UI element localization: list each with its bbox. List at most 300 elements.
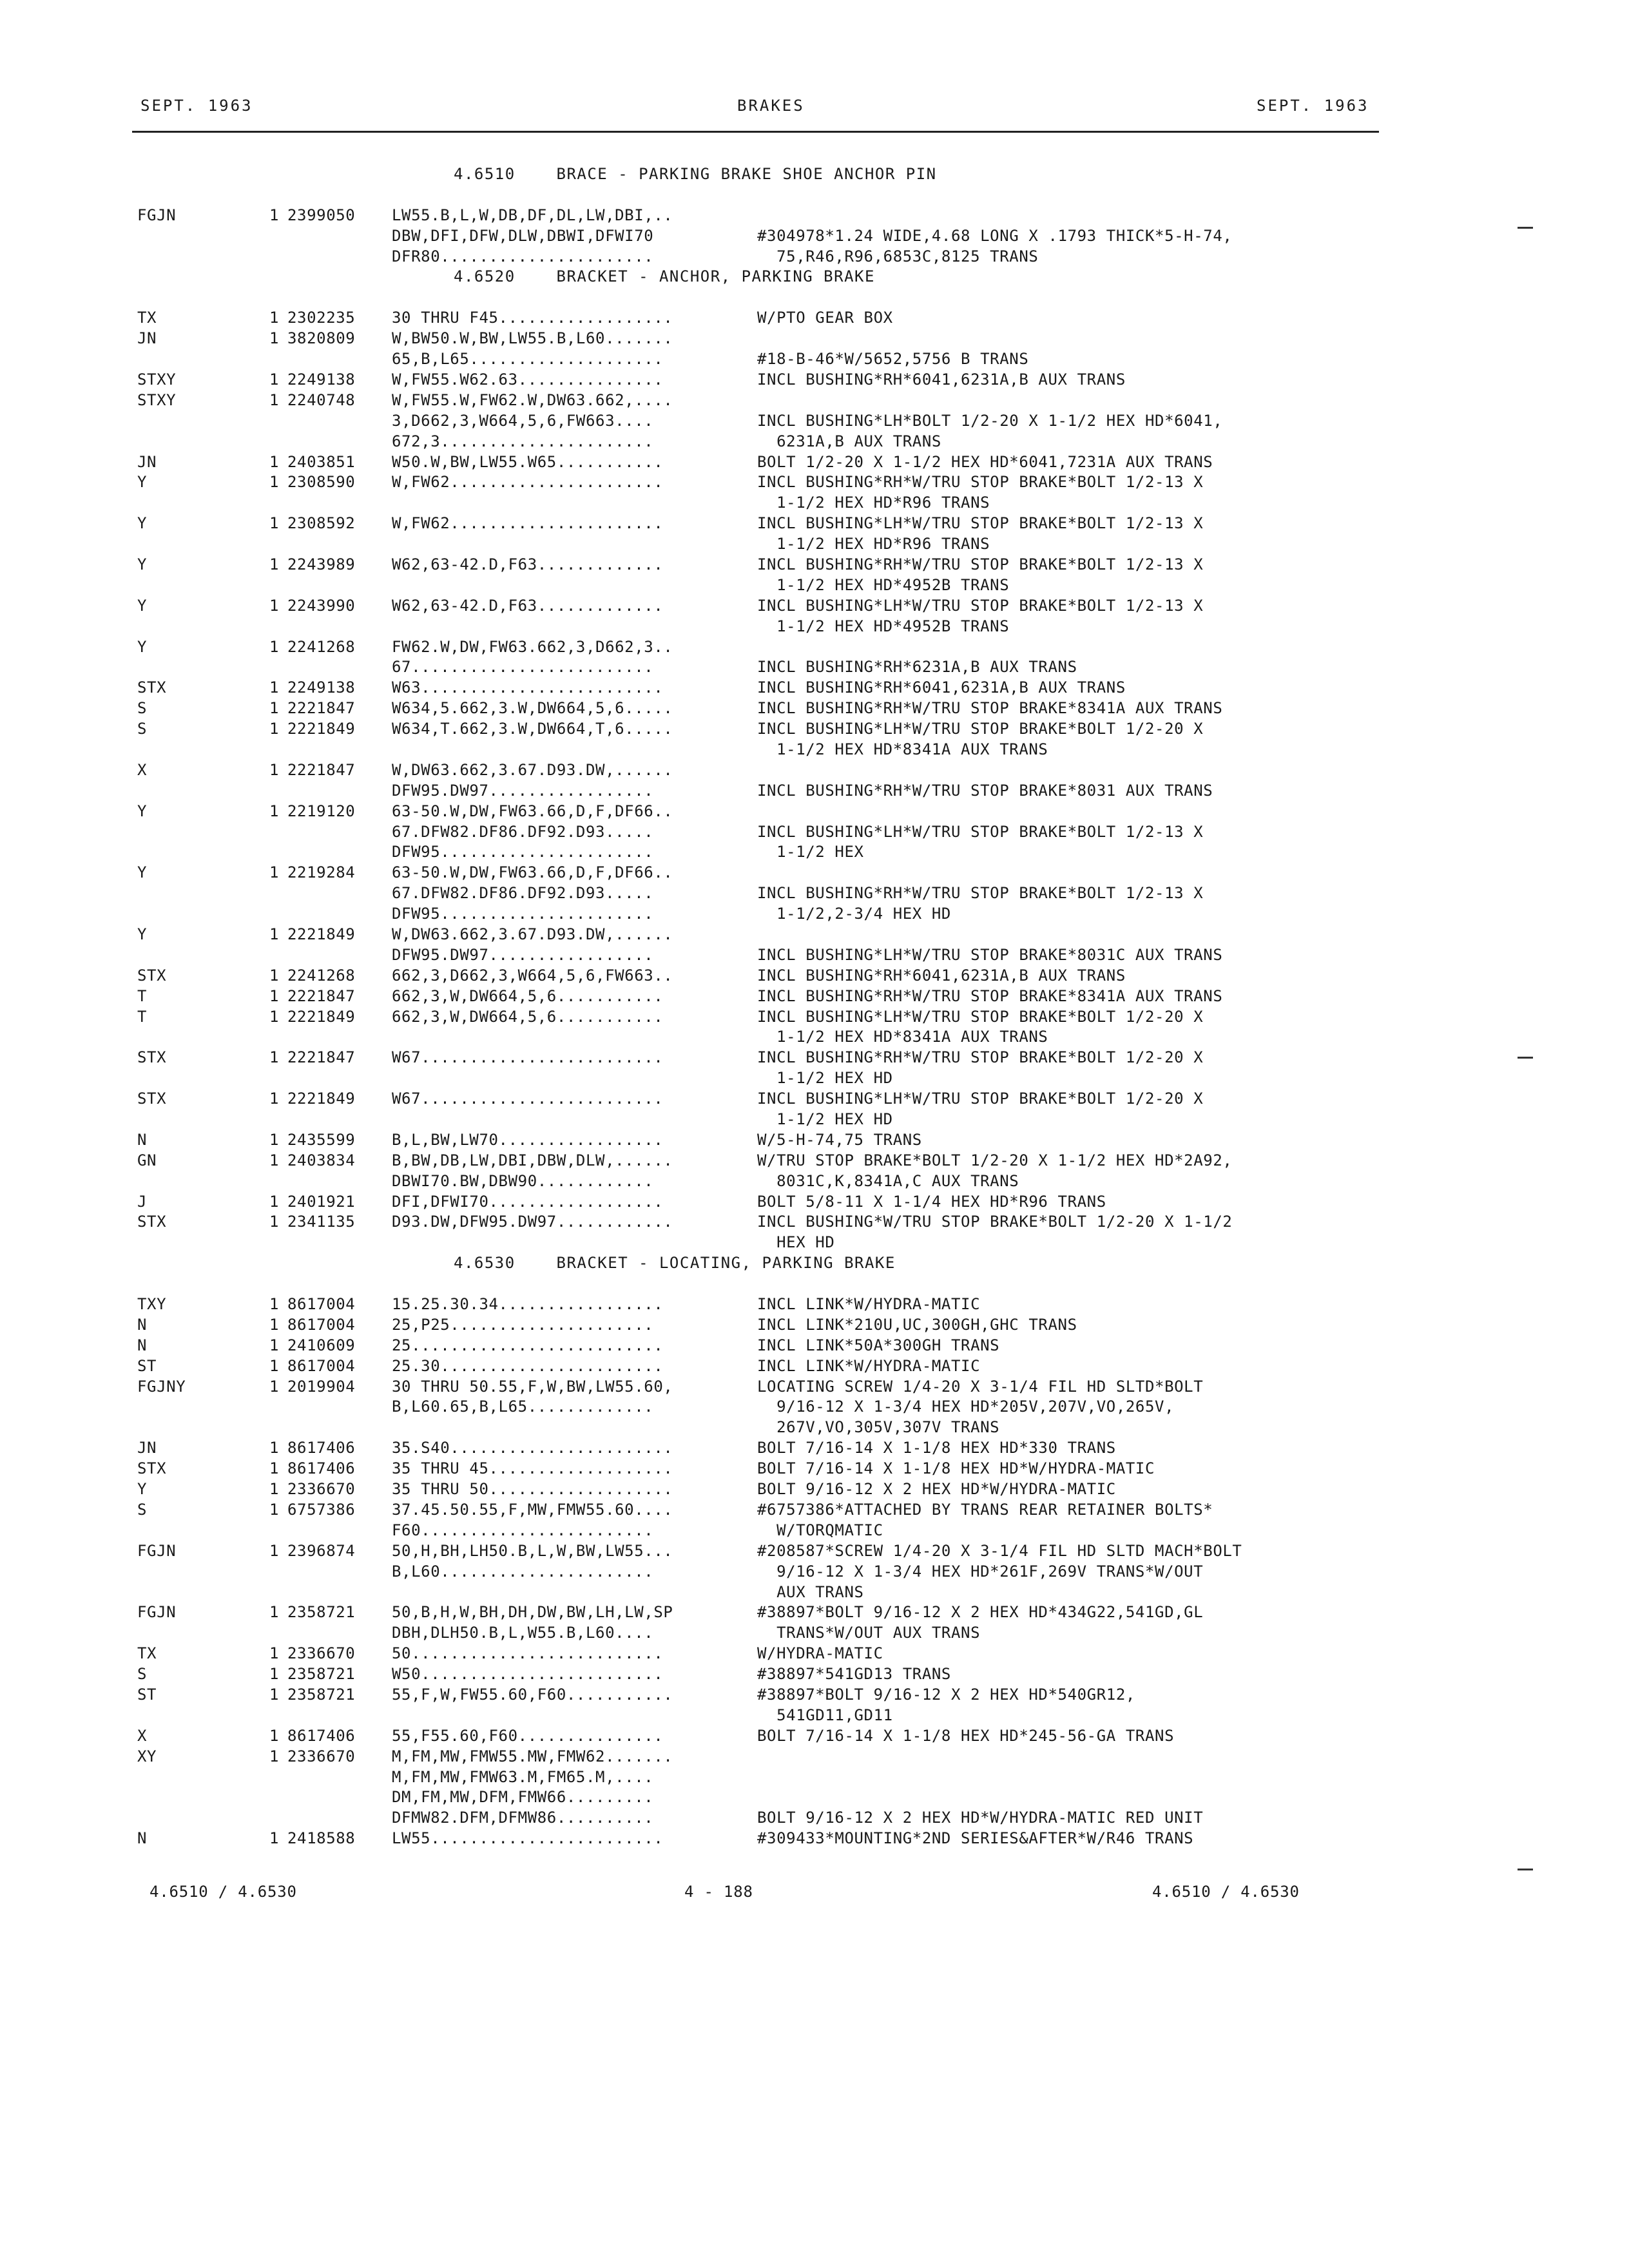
table-row: [0, 1151, 1629, 1171]
model-list: B,L,BW,LW70.................: [392, 1130, 664, 1149]
model-code: Y: [137, 925, 148, 943]
part-number: 2302235: [287, 309, 356, 327]
part-number: 2221849: [287, 1090, 356, 1108]
quantity: 1: [269, 1356, 280, 1375]
table-row: [0, 986, 1629, 1007]
model-list: F60........................: [392, 1521, 654, 1539]
description: INCL BUSHING*LH*W/TRU STOP BRAKE*BOLT 1/2-13 X: [757, 596, 1204, 615]
model-list: DFW95.DW97.................: [392, 781, 654, 800]
part-number: 8617406: [287, 1459, 356, 1478]
table-row: [0, 842, 1629, 863]
quantity: 1: [269, 1151, 280, 1169]
model-list: 3,D662,3,W664,5,6,FW663....: [392, 411, 654, 430]
quantity: 1: [269, 986, 280, 1005]
table-row: [0, 1171, 1629, 1192]
description: INCL BUSHING*RH*W/TRU STOP BRAKE*BOLT 1/2-13 X: [757, 884, 1204, 903]
model-list: 55,F,W,FW55.60,F60...........: [392, 1685, 673, 1704]
part-number: 2240748: [287, 390, 356, 409]
description: #6757386*ATTACHED BY TRANS REAR RETAINER BOLTS*: [757, 1500, 1213, 1519]
model-code: Y: [137, 555, 148, 573]
quantity: 1: [269, 1829, 280, 1848]
quantity: 1: [269, 1007, 280, 1026]
model-code: STXY: [137, 370, 177, 389]
model-code: TXY: [137, 1295, 167, 1314]
description: BOLT 5/8-11 X 1-1/4 HEX HD*R96 TRANS: [757, 1192, 1106, 1211]
model-list: DBWI70.BW,DBW90............: [392, 1171, 654, 1190]
quantity: 1: [269, 555, 280, 573]
model-code: Y: [137, 1480, 148, 1499]
table-row: [0, 1726, 1629, 1747]
part-number: 2336670: [287, 1480, 356, 1499]
description: INCL BUSHING*LH*W/TRU STOP BRAKE*BOLT 1/2-20 X: [757, 720, 1204, 738]
description: INCL BUSHING*RH*6041,6231A,B AUX TRANS: [757, 966, 1126, 985]
model-code: JN: [137, 329, 157, 348]
description: INCL BUSHING*RH*6041,6231A,B AUX TRANS: [757, 370, 1126, 389]
description: W/TORQMATIC: [757, 1521, 883, 1539]
description: 1-1/2 HEX HD*R96 TRANS: [757, 535, 990, 553]
description: 1-1/2 HEX HD: [757, 1069, 893, 1088]
model-list: 67.DFW82.DF86.DF92.D93.....: [392, 884, 654, 903]
part-number: 2336670: [287, 1747, 356, 1765]
description: 8031C,K,8341A,C AUX TRANS: [757, 1171, 1019, 1190]
header-date-right: SEPT. 1963: [1257, 97, 1369, 115]
footer-section-range-right: 4.6510 / 4.6530: [1152, 1883, 1300, 1901]
table-row: [0, 1418, 1629, 1438]
model-code: STXY: [137, 390, 177, 409]
part-number: 8617004: [287, 1295, 356, 1314]
table-row: [0, 308, 1629, 329]
description: #38897*BOLT 9/16-12 X 2 HEX HD*540GR12,: [757, 1685, 1135, 1704]
table-row: [0, 1706, 1629, 1726]
quantity: 1: [269, 1090, 280, 1108]
description: 9/16-12 X 1-3/4 HEX HD*261F,269V TRANS*W/OUT: [757, 1562, 1204, 1581]
part-number: 2403851: [287, 452, 356, 471]
section-heading-row: [0, 1253, 1629, 1294]
table-row: [0, 1068, 1629, 1089]
model-list: W,FW55.W62.63...............: [392, 370, 664, 389]
model-list: W50.W,BW,LW55.W65...........: [392, 452, 664, 471]
model-code: STX: [137, 1048, 167, 1067]
part-number: 8617406: [287, 1439, 356, 1457]
description: 6231A,B AUX TRANS: [757, 432, 941, 450]
model-list: 662,3,D662,3,W664,5,6,FW663..: [392, 966, 673, 985]
model-list: 662,3,W,DW664,5,6...........: [392, 1007, 664, 1026]
model-list: W,DW63.662,3.67.D93.DW,......: [392, 760, 673, 779]
table-row: [0, 1562, 1629, 1582]
table-row: [0, 904, 1629, 925]
table-row: [0, 1521, 1629, 1541]
part-number: 2403834: [287, 1151, 356, 1169]
model-code: T: [137, 1007, 148, 1026]
description: INCL BUSHING*LH*W/TRU STOP BRAKE*BOLT 1/2-20 X: [757, 1090, 1204, 1108]
table-row: [0, 1459, 1629, 1479]
table-row: [0, 1130, 1629, 1151]
description: INCL BUSHING*RH*W/TRU STOP BRAKE*BOLT 1/2-13 X: [757, 473, 1204, 492]
quantity: 1: [269, 1480, 280, 1499]
table-row: [0, 452, 1629, 473]
model-code: S: [137, 699, 148, 718]
model-list: 50,H,BH,LH50.B,L,W,BW,LW55...: [392, 1541, 673, 1560]
model-code: STX: [137, 966, 167, 985]
part-number: 2399050: [287, 206, 356, 224]
quantity: 1: [269, 1685, 280, 1704]
description: BOLT 1/2-20 X 1-1/2 HEX HD*6041,7231A AUX TRANS: [757, 452, 1213, 471]
model-list: LW55.B,L,W,DB,DF,DL,LW,DBI,..: [392, 206, 673, 224]
footer-page-number: 4 - 188: [684, 1883, 753, 1901]
description: BOLT 7/16-14 X 1-1/8 HEX HD*330 TRANS: [757, 1439, 1116, 1457]
table-row: [0, 863, 1629, 883]
part-number: 2249138: [287, 678, 356, 697]
part-number: 2241268: [287, 966, 356, 985]
model-list: W,BW50.W,BW,LW55.B,L60.......: [392, 329, 673, 348]
description: 9/16-12 X 1-3/4 HEX HD*205V,207V,VO,265V,: [757, 1398, 1175, 1416]
table-row: [0, 637, 1629, 658]
part-number: 2221849: [287, 1007, 356, 1026]
section-title: 4.6510 BRACE - PARKING BRAKE SHOE ANCHOR PIN: [454, 165, 937, 183]
quantity: 1: [269, 637, 280, 656]
description: 75,R46,R96,6853C,8125 TRANS: [757, 247, 1039, 265]
model-list: W50.........................: [392, 1665, 664, 1684]
quantity: 1: [269, 596, 280, 615]
model-list: DFR80......................: [392, 247, 654, 265]
description: INCL LINK*50A*300GH TRANS: [757, 1336, 1000, 1354]
table-row: [0, 698, 1629, 719]
model-code: GN: [137, 1151, 157, 1169]
description: #304978*1.24 WIDE,4.68 LONG X .1793 THICK*5-H-74,: [757, 226, 1233, 245]
description: INCL BUSHING*LH*W/TRU STOP BRAKE*BOLT 1/2-20 X: [757, 1007, 1204, 1026]
model-list: W,FW62......................: [392, 514, 664, 533]
quantity: 1: [269, 699, 280, 718]
section-title: 4.6520 BRACKET - ANCHOR, PARKING BRAKE: [454, 267, 875, 286]
description: W/HYDRA-MATIC: [757, 1644, 883, 1663]
model-code: FGJN: [137, 206, 177, 224]
model-code: STX: [137, 1213, 167, 1231]
description: HEX HD: [757, 1233, 835, 1252]
table-row: [0, 1192, 1629, 1213]
model-list: B,L60......................: [392, 1562, 654, 1581]
model-code: N: [137, 1315, 148, 1334]
model-list: W634,T.662,3.W,DW664,T,6.....: [392, 720, 673, 738]
part-number: 8617406: [287, 1726, 356, 1745]
table-row: [0, 678, 1629, 698]
table-row: [0, 1336, 1629, 1356]
description: W/TRU STOP BRAKE*BOLT 1/2-20 X 1-1/2 HEX HD*2A92,: [757, 1151, 1233, 1169]
table-row: [0, 329, 1629, 349]
quantity: 1: [269, 1747, 280, 1765]
table-row: [0, 206, 1629, 226]
section-heading-row: [0, 267, 1629, 308]
part-number: 2401921: [287, 1192, 356, 1211]
model-list: 55,F55.60,F60...............: [392, 1726, 664, 1745]
quantity: 1: [269, 1192, 280, 1211]
table-row: [0, 1602, 1629, 1623]
description: 1-1/2 HEX HD*8341A AUX TRANS: [757, 740, 1048, 758]
header-date-left: SEPT. 1963: [140, 97, 253, 115]
model-list: 30 THRU F45..................: [392, 309, 673, 327]
description: AUX TRANS: [757, 1582, 864, 1601]
footer-section-range-left: 4.6510 / 4.6530: [149, 1883, 297, 1901]
table-row: [0, 1397, 1629, 1418]
model-code: Y: [137, 596, 148, 615]
table-row: [0, 534, 1629, 555]
table-row: [0, 1233, 1629, 1253]
part-number: 2249138: [287, 370, 356, 389]
table-row: [0, 1644, 1629, 1664]
model-list: M,FM,MW,FMW55.MW,FMW62.......: [392, 1747, 673, 1765]
part-number: 2410609: [287, 1336, 356, 1354]
table-row: [0, 596, 1629, 617]
table-row: [0, 1438, 1629, 1459]
table-row: [0, 781, 1629, 802]
table-row: [0, 349, 1629, 370]
description: #18-B-46*W/5652,5756 B TRANS: [757, 350, 1029, 369]
description: INCL BUSHING*LH*W/TRU STOP BRAKE*8031C AUX TRANS: [757, 945, 1223, 964]
part-number: 2308592: [287, 514, 356, 533]
table-row: [0, 390, 1629, 411]
model-list: 30 THRU 50.55,F,W,BW,LW55.60,: [392, 1377, 673, 1396]
table-row: [0, 1027, 1629, 1048]
table-row: [0, 472, 1629, 493]
model-list: 63-50.W,DW,FW63.66,D,F,DF66..: [392, 863, 673, 882]
quantity: 1: [269, 1439, 280, 1457]
description: BOLT 7/16-14 X 1-1/8 HEX HD*W/HYDRA-MATIC: [757, 1459, 1155, 1478]
description: 1-1/2,2-3/4 HEX HD: [757, 905, 951, 923]
header-title: BRAKES: [737, 97, 805, 115]
header-rule: [132, 131, 1379, 133]
table-row: [0, 1212, 1629, 1233]
description: #208587*SCREW 1/4-20 X 3-1/4 FIL HD SLTD MACH*BOLT: [757, 1541, 1242, 1560]
description: INCL BUSHING*RH*W/TRU STOP BRAKE*BOLT 1/2-20 X: [757, 1048, 1204, 1067]
table-row: [0, 575, 1629, 596]
part-number: 2221847: [287, 760, 356, 779]
table-row: [0, 802, 1629, 822]
margin-mark: [1518, 1057, 1533, 1059]
quantity: 1: [269, 1295, 280, 1314]
part-number: 2336670: [287, 1644, 356, 1663]
part-number: 2221849: [287, 925, 356, 943]
description: BOLT 9/16-12 X 2 HEX HD*W/HYDRA-MATIC RED UNIT: [757, 1809, 1204, 1827]
description: INCL BUSHING*LH*W/TRU STOP BRAKE*BOLT 1/2-13 X: [757, 822, 1204, 841]
model-list: LW55........................: [392, 1829, 664, 1848]
model-list: W67.........................: [392, 1090, 664, 1108]
model-list: 37.45.50.55,F,MW,FMW55.60....: [392, 1500, 673, 1519]
model-list: B,BW,DB,LW,DBI,DBW,DLW,......: [392, 1151, 673, 1169]
model-code: STX: [137, 1090, 167, 1108]
model-list: DFW95......................: [392, 843, 654, 861]
quantity: 1: [269, 1315, 280, 1334]
model-code: FGJN: [137, 1541, 177, 1560]
part-number: 2435599: [287, 1130, 356, 1149]
table-row: [0, 1582, 1629, 1603]
description: INCL BUSHING*LH*W/TRU STOP BRAKE*BOLT 1/2-13 X: [757, 514, 1204, 533]
part-number: 2019904: [287, 1377, 356, 1396]
table-row: [0, 1294, 1629, 1315]
model-code: TX: [137, 309, 157, 327]
model-list: DBW,DFI,DFW,DLW,DBWI,DFWI70: [392, 226, 654, 245]
model-code: STX: [137, 1459, 167, 1478]
part-number: 2396874: [287, 1541, 356, 1560]
table-row: [0, 760, 1629, 781]
table-row: [0, 1377, 1629, 1398]
model-list: W,FW55.W,FW62.W,DW63.662,....: [392, 390, 673, 409]
margin-mark: [1518, 227, 1533, 229]
model-list: 63-50.W,DW,FW63.66,D,F,DF66..: [392, 802, 673, 820]
model-list: W62,63-42.D,F63.............: [392, 596, 664, 615]
model-list: M,FM,MW,FMW63.M,FM65.M,....: [392, 1767, 654, 1786]
quantity: 1: [269, 370, 280, 389]
description: W/5-H-74,75 TRANS: [757, 1130, 922, 1149]
quantity: 1: [269, 390, 280, 409]
quantity: 1: [269, 1603, 280, 1622]
part-number: 2358721: [287, 1603, 356, 1622]
part-number: 2221847: [287, 1048, 356, 1067]
model-code: S: [137, 1665, 148, 1684]
description: #309433*MOUNTING*2ND SERIES&AFTER*W/R46 TRANS: [757, 1829, 1194, 1848]
model-list: DFW95......................: [392, 905, 654, 923]
table-row: [0, 226, 1629, 247]
table-row: [0, 1623, 1629, 1644]
table-row: [0, 822, 1629, 843]
table-row: [0, 1500, 1629, 1521]
table-row: [0, 1808, 1629, 1829]
model-code: ST: [137, 1356, 157, 1375]
model-code: N: [137, 1829, 148, 1848]
quantity: 1: [269, 678, 280, 697]
model-code: N: [137, 1336, 148, 1354]
table-row: [0, 1664, 1629, 1685]
model-code: J: [137, 1192, 148, 1211]
model-code: Y: [137, 863, 148, 882]
table-row: [0, 883, 1629, 904]
description: INCL LINK*W/HYDRA-MATIC: [757, 1295, 981, 1314]
table-row: [0, 1787, 1629, 1808]
model-list: DFW95.DW97.................: [392, 945, 654, 964]
quantity: 1: [269, 206, 280, 224]
description: INCL BUSHING*RH*W/TRU STOP BRAKE*8031 AUX TRANS: [757, 781, 1213, 800]
model-code: ST: [137, 1685, 157, 1704]
model-code: FGJN: [137, 1603, 177, 1622]
model-code: X: [137, 760, 148, 779]
model-list: 35 THRU 50...................: [392, 1480, 673, 1499]
quantity: 1: [269, 514, 280, 533]
table-row: [0, 719, 1629, 740]
description: 1-1/2 HEX HD*8341A AUX TRANS: [757, 1028, 1048, 1046]
quantity: 1: [269, 802, 280, 820]
model-list: 672,3......................: [392, 432, 654, 450]
description: INCL BUSHING*RH*6041,6231A,B AUX TRANS: [757, 678, 1126, 697]
description: TRANS*W/OUT AUX TRANS: [757, 1624, 981, 1642]
description: INCL BUSHING*LH*BOLT 1/2-20 X 1-1/2 HEX HD*6041,: [757, 411, 1223, 430]
quantity: 1: [269, 452, 280, 471]
model-list: DM,FM,MW,DFM,FMW66.........: [392, 1788, 654, 1807]
quantity: 1: [269, 1377, 280, 1396]
quantity: 1: [269, 863, 280, 882]
description: INCL BUSHING*RH*W/TRU STOP BRAKE*8341A AUX TRANS: [757, 699, 1223, 718]
model-list: W634,5.662,3.W,DW664,5,6.....: [392, 699, 673, 718]
table-row: [0, 493, 1629, 514]
model-list: 25,P25.....................: [392, 1315, 654, 1334]
part-number: 2221849: [287, 720, 356, 738]
table-row: [0, 657, 1629, 678]
part-number: 2243990: [287, 596, 356, 615]
quantity: 1: [269, 1726, 280, 1745]
part-number: 6757386: [287, 1500, 356, 1519]
model-code: Y: [137, 802, 148, 820]
section-title: 4.6530 BRACKET - LOCATING, PARKING BRAKE: [454, 1254, 896, 1273]
part-number: 2358721: [287, 1685, 356, 1704]
model-list: 50,B,H,W,BH,DH,DW,BW,LH,LW,SP: [392, 1603, 673, 1622]
model-list: 67.DFW82.DF86.DF92.D93.....: [392, 822, 654, 841]
description: 1-1/2 HEX HD*4952B TRANS: [757, 575, 1010, 594]
part-number: 2341135: [287, 1213, 356, 1231]
quantity: 1: [269, 925, 280, 943]
model-list: W67.........................: [392, 1048, 664, 1067]
model-code: T: [137, 986, 148, 1005]
model-code: JN: [137, 452, 157, 471]
table-row: [0, 432, 1629, 452]
part-number: 2219284: [287, 863, 356, 882]
quantity: 1: [269, 329, 280, 348]
part-number: 3820809: [287, 329, 356, 348]
table-row: [0, 555, 1629, 575]
description: INCL BUSHING*RH*W/TRU STOP BRAKE*8341A AUX TRANS: [757, 986, 1223, 1005]
table-row: [0, 411, 1629, 432]
model-list: W,FW62......................: [392, 473, 664, 492]
part-number: 2418588: [287, 1829, 356, 1848]
description: BOLT 9/16-12 X 2 HEX HD*W/HYDRA-MATIC: [757, 1480, 1116, 1499]
margin-mark: [1518, 1869, 1533, 1870]
table-row: [0, 945, 1629, 966]
quantity: 1: [269, 1665, 280, 1684]
table-row: [0, 1747, 1629, 1767]
model-list: FW62.W,DW,FW63.662,3,D662,3..: [392, 637, 673, 656]
model-list: 50..........................: [392, 1644, 664, 1663]
model-code: S: [137, 720, 148, 738]
part-number: 2221847: [287, 986, 356, 1005]
part-number: 2241268: [287, 637, 356, 656]
part-number: 8617004: [287, 1315, 356, 1334]
quantity: 1: [269, 1213, 280, 1231]
part-number: 8617004: [287, 1356, 356, 1375]
table-row: [0, 1541, 1629, 1562]
part-number: 2221847: [287, 699, 356, 718]
model-code: STX: [137, 678, 167, 697]
quantity: 1: [269, 1644, 280, 1663]
table-row: [0, 1829, 1629, 1849]
part-number: 2308590: [287, 473, 356, 492]
description: W/PTO GEAR BOX: [757, 309, 893, 327]
model-code: TX: [137, 1644, 157, 1663]
model-code: S: [137, 1500, 148, 1519]
model-code: Y: [137, 514, 148, 533]
table-row: [0, 1479, 1629, 1500]
model-list: DFMW82.DFM,DFMW86..........: [392, 1809, 654, 1827]
table-row: [0, 1685, 1629, 1706]
quantity: 1: [269, 309, 280, 327]
table-row: [0, 925, 1629, 945]
description: INCL LINK*W/HYDRA-MATIC: [757, 1356, 981, 1375]
model-list: B,L60.65,B,L65.............: [392, 1398, 654, 1416]
model-list: DBH,DLH50.B,L,W55.B,L60....: [392, 1624, 654, 1642]
table-row: [0, 1315, 1629, 1336]
model-list: W62,63-42.D,F63.............: [392, 555, 664, 573]
table-row: [0, 1048, 1629, 1068]
description: 1-1/2 HEX HD*4952B TRANS: [757, 617, 1010, 635]
model-list: DFI,DFWI70..................: [392, 1192, 664, 1211]
description: LOCATING SCREW 1/4-20 X 3-1/4 FIL HD SLTD*BOLT: [757, 1377, 1204, 1396]
model-list: W63.........................: [392, 678, 664, 697]
table-row: [0, 1089, 1629, 1110]
